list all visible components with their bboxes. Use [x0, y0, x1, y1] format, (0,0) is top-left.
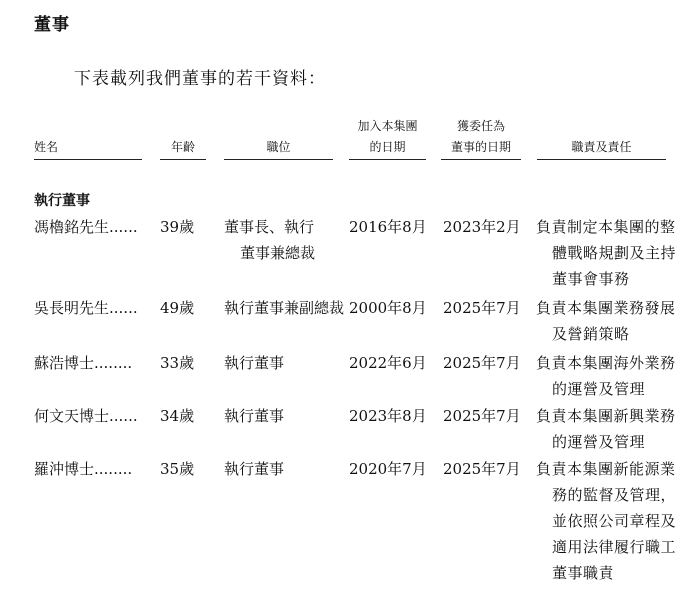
header-appoint-line2: 董事的日期 [450, 140, 511, 154]
row-2-responsibilities [536, 295, 676, 347]
row-2-name: 吳長明先生...... [34, 299, 138, 317]
header-position-label: 職位 [266, 140, 291, 154]
intro-text: 下表載列我們董事的若干資料： [74, 69, 326, 89]
row-1-position [224, 214, 315, 266]
header-join-line1: 加入本集團 [357, 119, 418, 133]
row-5-join-date: 2020年7月 [349, 460, 427, 478]
row-3-responsibilities [536, 350, 676, 402]
row-4-resp-line1: 負責本集團新興業務 [536, 407, 676, 425]
row-5-position-line1: 執行董事 [224, 460, 285, 478]
row-2-age: 49歲 [160, 299, 195, 317]
row-3-resp-line1: 負責本集團海外業務 [536, 354, 676, 372]
header-resp-label: 職責及責任 [571, 140, 632, 154]
row-4-appoint-date: 2025年7月 [443, 407, 521, 425]
row-2-appoint-date: 2025年7月 [443, 299, 521, 317]
row-4-name: 何文天博士...... [34, 407, 138, 425]
row-3-age: 33歲 [160, 354, 195, 372]
row-5-appoint-date: 2025年7月 [443, 460, 521, 478]
header-age [160, 137, 206, 160]
row-4-responsibilities [536, 403, 676, 455]
row-1-name: 馮櫓銘先生...... [34, 218, 138, 236]
row-4-position [224, 403, 284, 429]
row-3-position-line1: 執行董事 [224, 354, 285, 372]
row-3-position [224, 350, 284, 376]
row-5-resp-line2: 務的監督及管理， [552, 486, 677, 504]
header-position [224, 137, 333, 160]
header-age-label: 年齡 [170, 140, 195, 154]
row-5-resp-line3: 並依照公司章程及 [552, 512, 677, 530]
row-1-resp-line3: 董事會事務 [552, 270, 630, 288]
row-5-responsibilities [536, 456, 676, 586]
header-name-label: 姓名 [34, 140, 59, 154]
row-1-resp-line1: 負責制定本集團的整 [536, 218, 676, 236]
row-3-name: 蘇浩博士........ [34, 354, 133, 372]
row-1-responsibilities [536, 214, 676, 292]
header-name [34, 137, 142, 160]
row-1-position-line2: 董事兼總裁 [240, 244, 316, 262]
header-join-line2: 的日期 [369, 140, 406, 154]
group-title: 執行董事 [34, 193, 90, 209]
row-2-position-line1: 執行董事兼副總裁 [224, 299, 345, 317]
header-appoint-date [441, 116, 521, 160]
row-1-appoint-date: 2023年2月 [443, 218, 521, 236]
row-3-resp-line2: 的運營及管理 [552, 380, 646, 398]
row-2-resp-line1: 負責本集團業務發展 [536, 299, 676, 317]
row-5-position [224, 456, 284, 482]
row-2-join-date: 2000年8月 [349, 299, 427, 317]
row-1-position-line1: 董事長、執行 [224, 218, 315, 236]
row-5-name: 羅沖博士........ [34, 460, 133, 478]
row-5-resp-line1: 負責本集團新能源業 [536, 460, 676, 478]
row-3-join-date: 2022年6月 [349, 354, 427, 372]
row-3-appoint-date: 2025年7月 [443, 354, 521, 372]
row-2-resp-line2: 及營銷策略 [552, 325, 630, 343]
header-responsibilities [537, 137, 666, 160]
header-join-date [349, 116, 426, 160]
section-title: 董事 [34, 15, 70, 35]
row-1-resp-line2: 體戰略規劃及主持 [552, 244, 677, 262]
row-5-resp-line4: 適用法律履行職工 [552, 538, 677, 556]
row-4-resp-line2: 的運營及管理 [552, 433, 646, 451]
header-appoint-line1: 獲委任為 [456, 119, 505, 133]
row-1-join-date: 2016年8月 [349, 218, 427, 236]
row-2-position [224, 295, 344, 321]
row-5-resp-line5: 董事職責 [552, 564, 615, 582]
row-4-age: 34歲 [160, 407, 195, 425]
row-4-join-date: 2023年8月 [349, 407, 427, 425]
row-5-age: 35歲 [160, 460, 195, 478]
row-4-position-line1: 執行董事 [224, 407, 285, 425]
row-1-age: 39歲 [160, 218, 195, 236]
